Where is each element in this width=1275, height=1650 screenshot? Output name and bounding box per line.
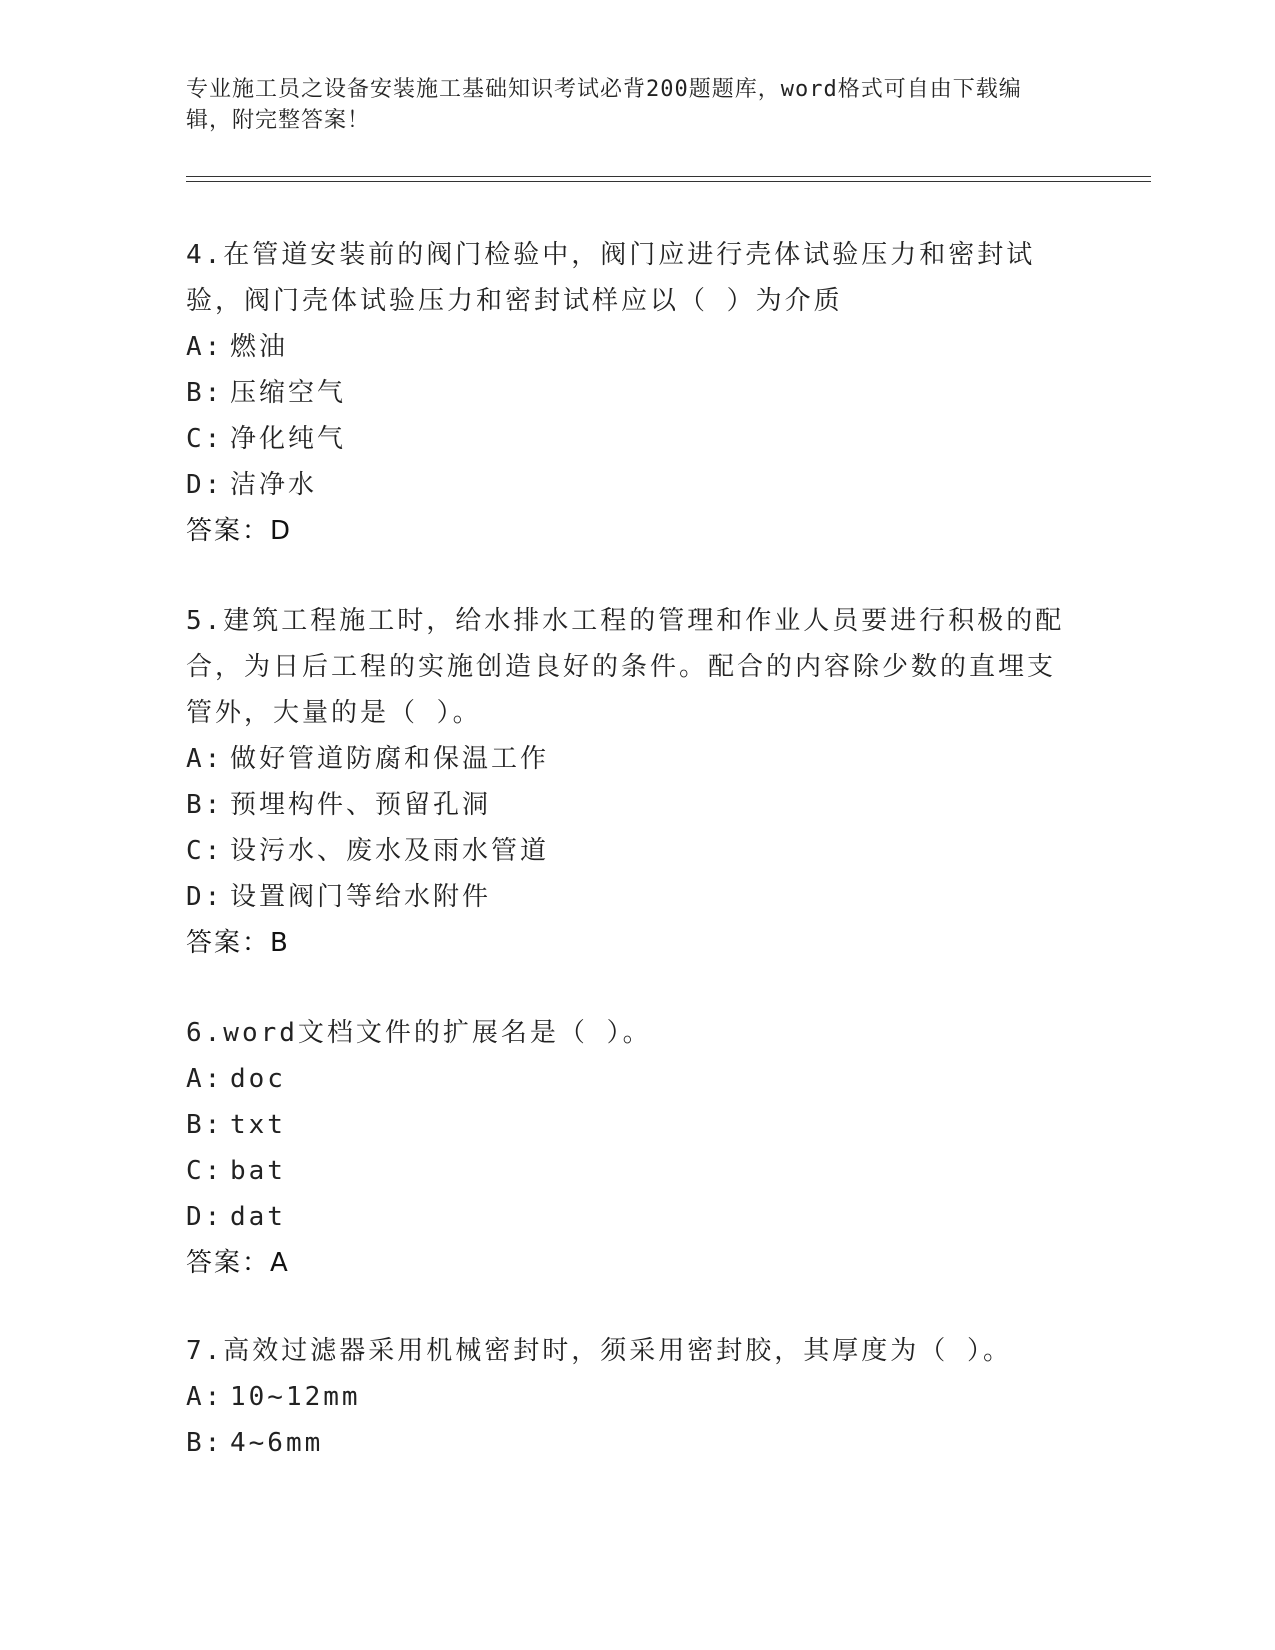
option-c <box>186 828 1066 874</box>
question-4 <box>186 232 1066 554</box>
option-text: 净化纯气 <box>230 424 347 454</box>
option-letter: D: <box>186 470 224 500</box>
option-letter: B: <box>186 1428 224 1458</box>
document-header: 专业施工员之设备安装施工基础知识考试必背200题题库，word格式可自由下载编辑，附完整答案！ <box>186 77 1022 133</box>
option-a <box>186 1374 1066 1420</box>
option-a <box>186 736 1066 782</box>
option-letter: B: <box>186 1110 224 1140</box>
option-text: bat <box>230 1156 286 1186</box>
option-letter: C: <box>186 836 224 866</box>
option-letter: A: <box>186 1064 224 1094</box>
option-c <box>186 416 1066 462</box>
option-d <box>186 874 1066 920</box>
answer-label: 答案：B <box>186 928 290 958</box>
option-d <box>186 1194 1066 1240</box>
question-6 <box>186 1010 1066 1286</box>
option-d <box>186 462 1066 508</box>
question-7 <box>186 1328 1066 1466</box>
option-letter: A: <box>186 332 224 362</box>
question-text: 4.在管道安装前的阀门检验中，阀门应进行壳体试验压力和密封试验，阀门壳体试验压力和密封试样应以（ ）为介质 <box>186 240 1036 316</box>
option-text: 10~12mm <box>230 1382 361 1412</box>
option-b <box>186 782 1066 828</box>
option-text: doc <box>230 1064 286 1094</box>
option-b <box>186 1102 1066 1148</box>
header-rule-bottom <box>186 181 1151 182</box>
option-text: 4~6mm <box>230 1428 324 1458</box>
option-letter: D: <box>186 882 224 912</box>
header-rule-top <box>186 176 1151 177</box>
option-c <box>186 1148 1066 1194</box>
question-text: 6.word文档文件的扩展名是（ ）。 <box>186 1018 652 1048</box>
question-text: 5.建筑工程施工时，给水排水工程的管理和作业人员要进行积极的配合，为日后工程的实施创造良好的条件。配合的内容除少数的直埋支管外，大量的是（ ）。 <box>186 606 1065 728</box>
option-letter: B: <box>186 790 224 820</box>
option-text: 做好管道防腐和保温工作 <box>230 744 550 774</box>
option-b <box>186 1420 1066 1466</box>
option-letter: A: <box>186 744 224 774</box>
option-letter: C: <box>186 1156 224 1186</box>
option-letter: D: <box>186 1202 224 1232</box>
option-letter: B: <box>186 378 224 408</box>
answer-label: 答案：D <box>186 516 293 546</box>
option-text: dat <box>230 1202 286 1232</box>
option-b <box>186 370 1066 416</box>
option-text: txt <box>230 1110 286 1140</box>
option-text: 洁净水 <box>230 470 318 500</box>
option-text: 设置阀门等给水附件 <box>230 882 492 912</box>
option-a <box>186 1056 1066 1102</box>
option-a <box>186 324 1066 370</box>
question-text: 7.高效过滤器采用机械密封时，须采用密封胶，其厚度为（ ）。 <box>186 1336 1012 1366</box>
option-text: 预埋构件、预留孔洞 <box>230 790 492 820</box>
question-5 <box>186 598 1066 966</box>
option-text: 压缩空气 <box>230 378 347 408</box>
option-letter: A: <box>186 1382 224 1412</box>
answer-label: 答案：A <box>186 1248 290 1278</box>
option-text: 燃油 <box>230 332 289 362</box>
option-letter: C: <box>186 424 224 454</box>
option-text: 设污水、废水及雨水管道 <box>230 836 550 866</box>
